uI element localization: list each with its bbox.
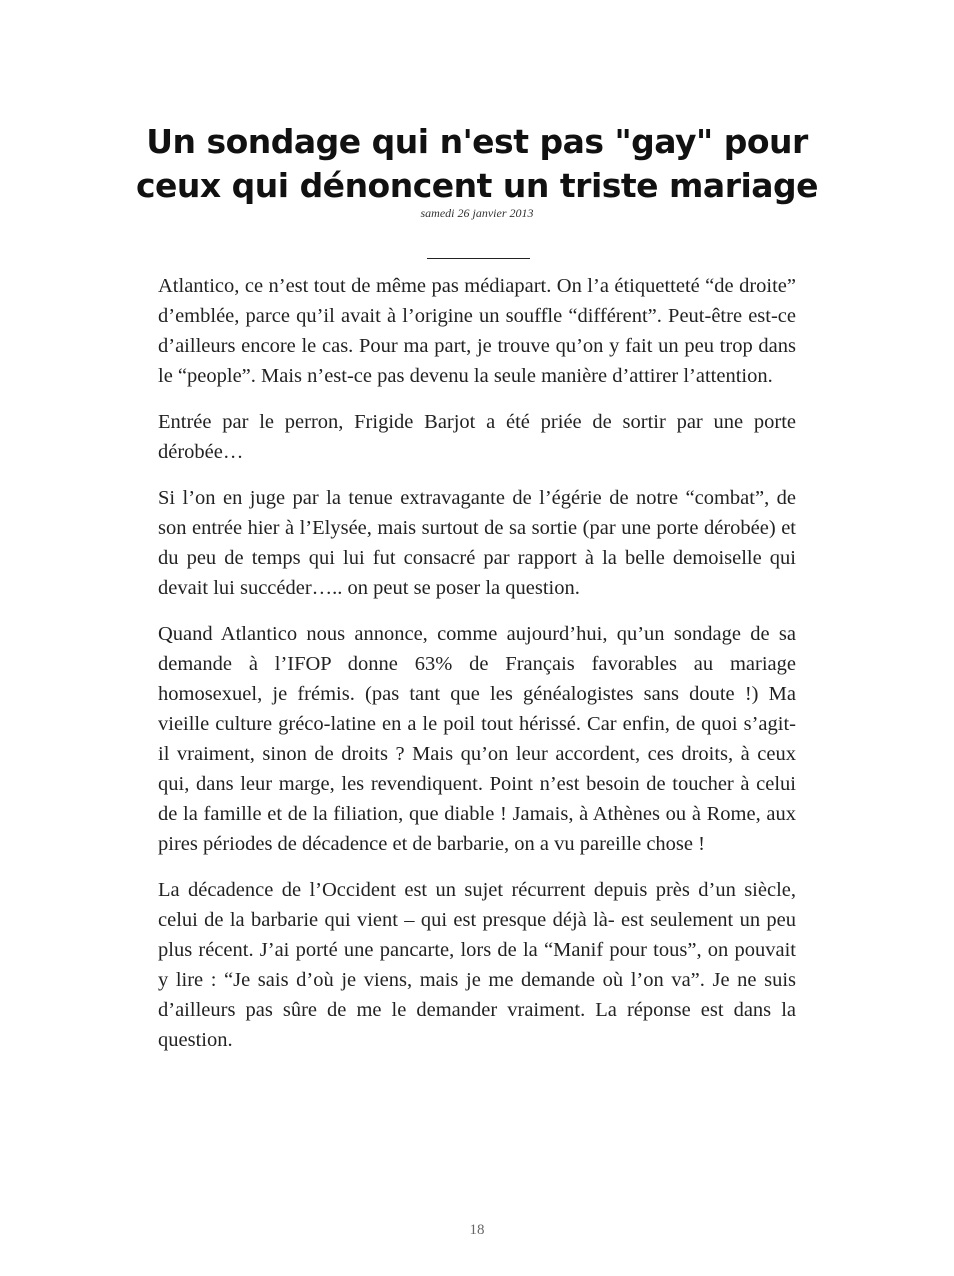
page-number: 18 [469,1222,485,1238]
paragraph-2: Entrée par le perron, Frigide Barjot a été priée de sortir par une porte dérobée… [158,411,796,463]
article-body [158,271,796,1071]
paragraph-3: Si l’on en juge par la tenue extravagante de l’égérie de notre “combat”, de son entrée hier à l’Elysée, mais surtout de sa sortie (par une porte dérobée) et du peu de temps qui lui fut consacré par rapport à la belle demoiselle qui devait lui succéder….. on peut se poser la question. [158,487,796,599]
paragraph-4: Quand Atlantico nous annonce, comme aujourd’hui, qu’un sondage de sa demande à l’IFOP donne 63% de Français favorables au mariage homosexuel, je frémis. (pas tant que les généalogistes sans doute !) Ma vieille culture gréco-latine en a le poil tout hérissé. Car enfin, de quoi s’agit-il vraiment, sinon de droits ? Mais qu’on leur accordent, ces droits, à ceux qui, dans leur marge, les revendiquent. Point n’est besoin de toucher à celui de la famille et de la filiation, que diable ! Jamais, à Athènes ou à Rome, aux pires périodes de décadence et de barbarie, on a vu pareille chose ! [158,623,796,855]
paragraph-1: Atlantico, ce n’est tout de même pas médiapart. On l’a étiquetteté “de droite” d’emblée, parce qu’il avait à l’origine un souffle “différent”. Peut-être est-ce d’ailleurs encore le cas. Pour ma part, je trouve qu’on y fait un peu trop dans le “people”. Mais n’est-ce pas devenu la seule manière d’attirer l’attention. [158,275,796,387]
title-divider [427,258,530,259]
paragraph-5: La décadence de l’Occident est un sujet récurrent depuis près d’un siècle, celui de la barbarie qui vient – qui est presque déjà là- est seulement un peu plus récent. J’ai porté une pancarte, lors de la “Manif pour tous”, on pouvait y lire : “Je sais d’où je viens, mais je me demande où l’on va”. Je ne suis d’ailleurs pas sûre de me le demander vraiment. La réponse est dans la question. [158,879,796,1051]
article-title-line-2: ceux qui dénoncent un triste mariage [135,166,819,205]
article-title-line-1: Un sondage qui n'est pas "gay" pour [146,122,808,161]
article-date: samedi 26 janvier 2013 [420,206,534,220]
article-title [100,120,854,208]
